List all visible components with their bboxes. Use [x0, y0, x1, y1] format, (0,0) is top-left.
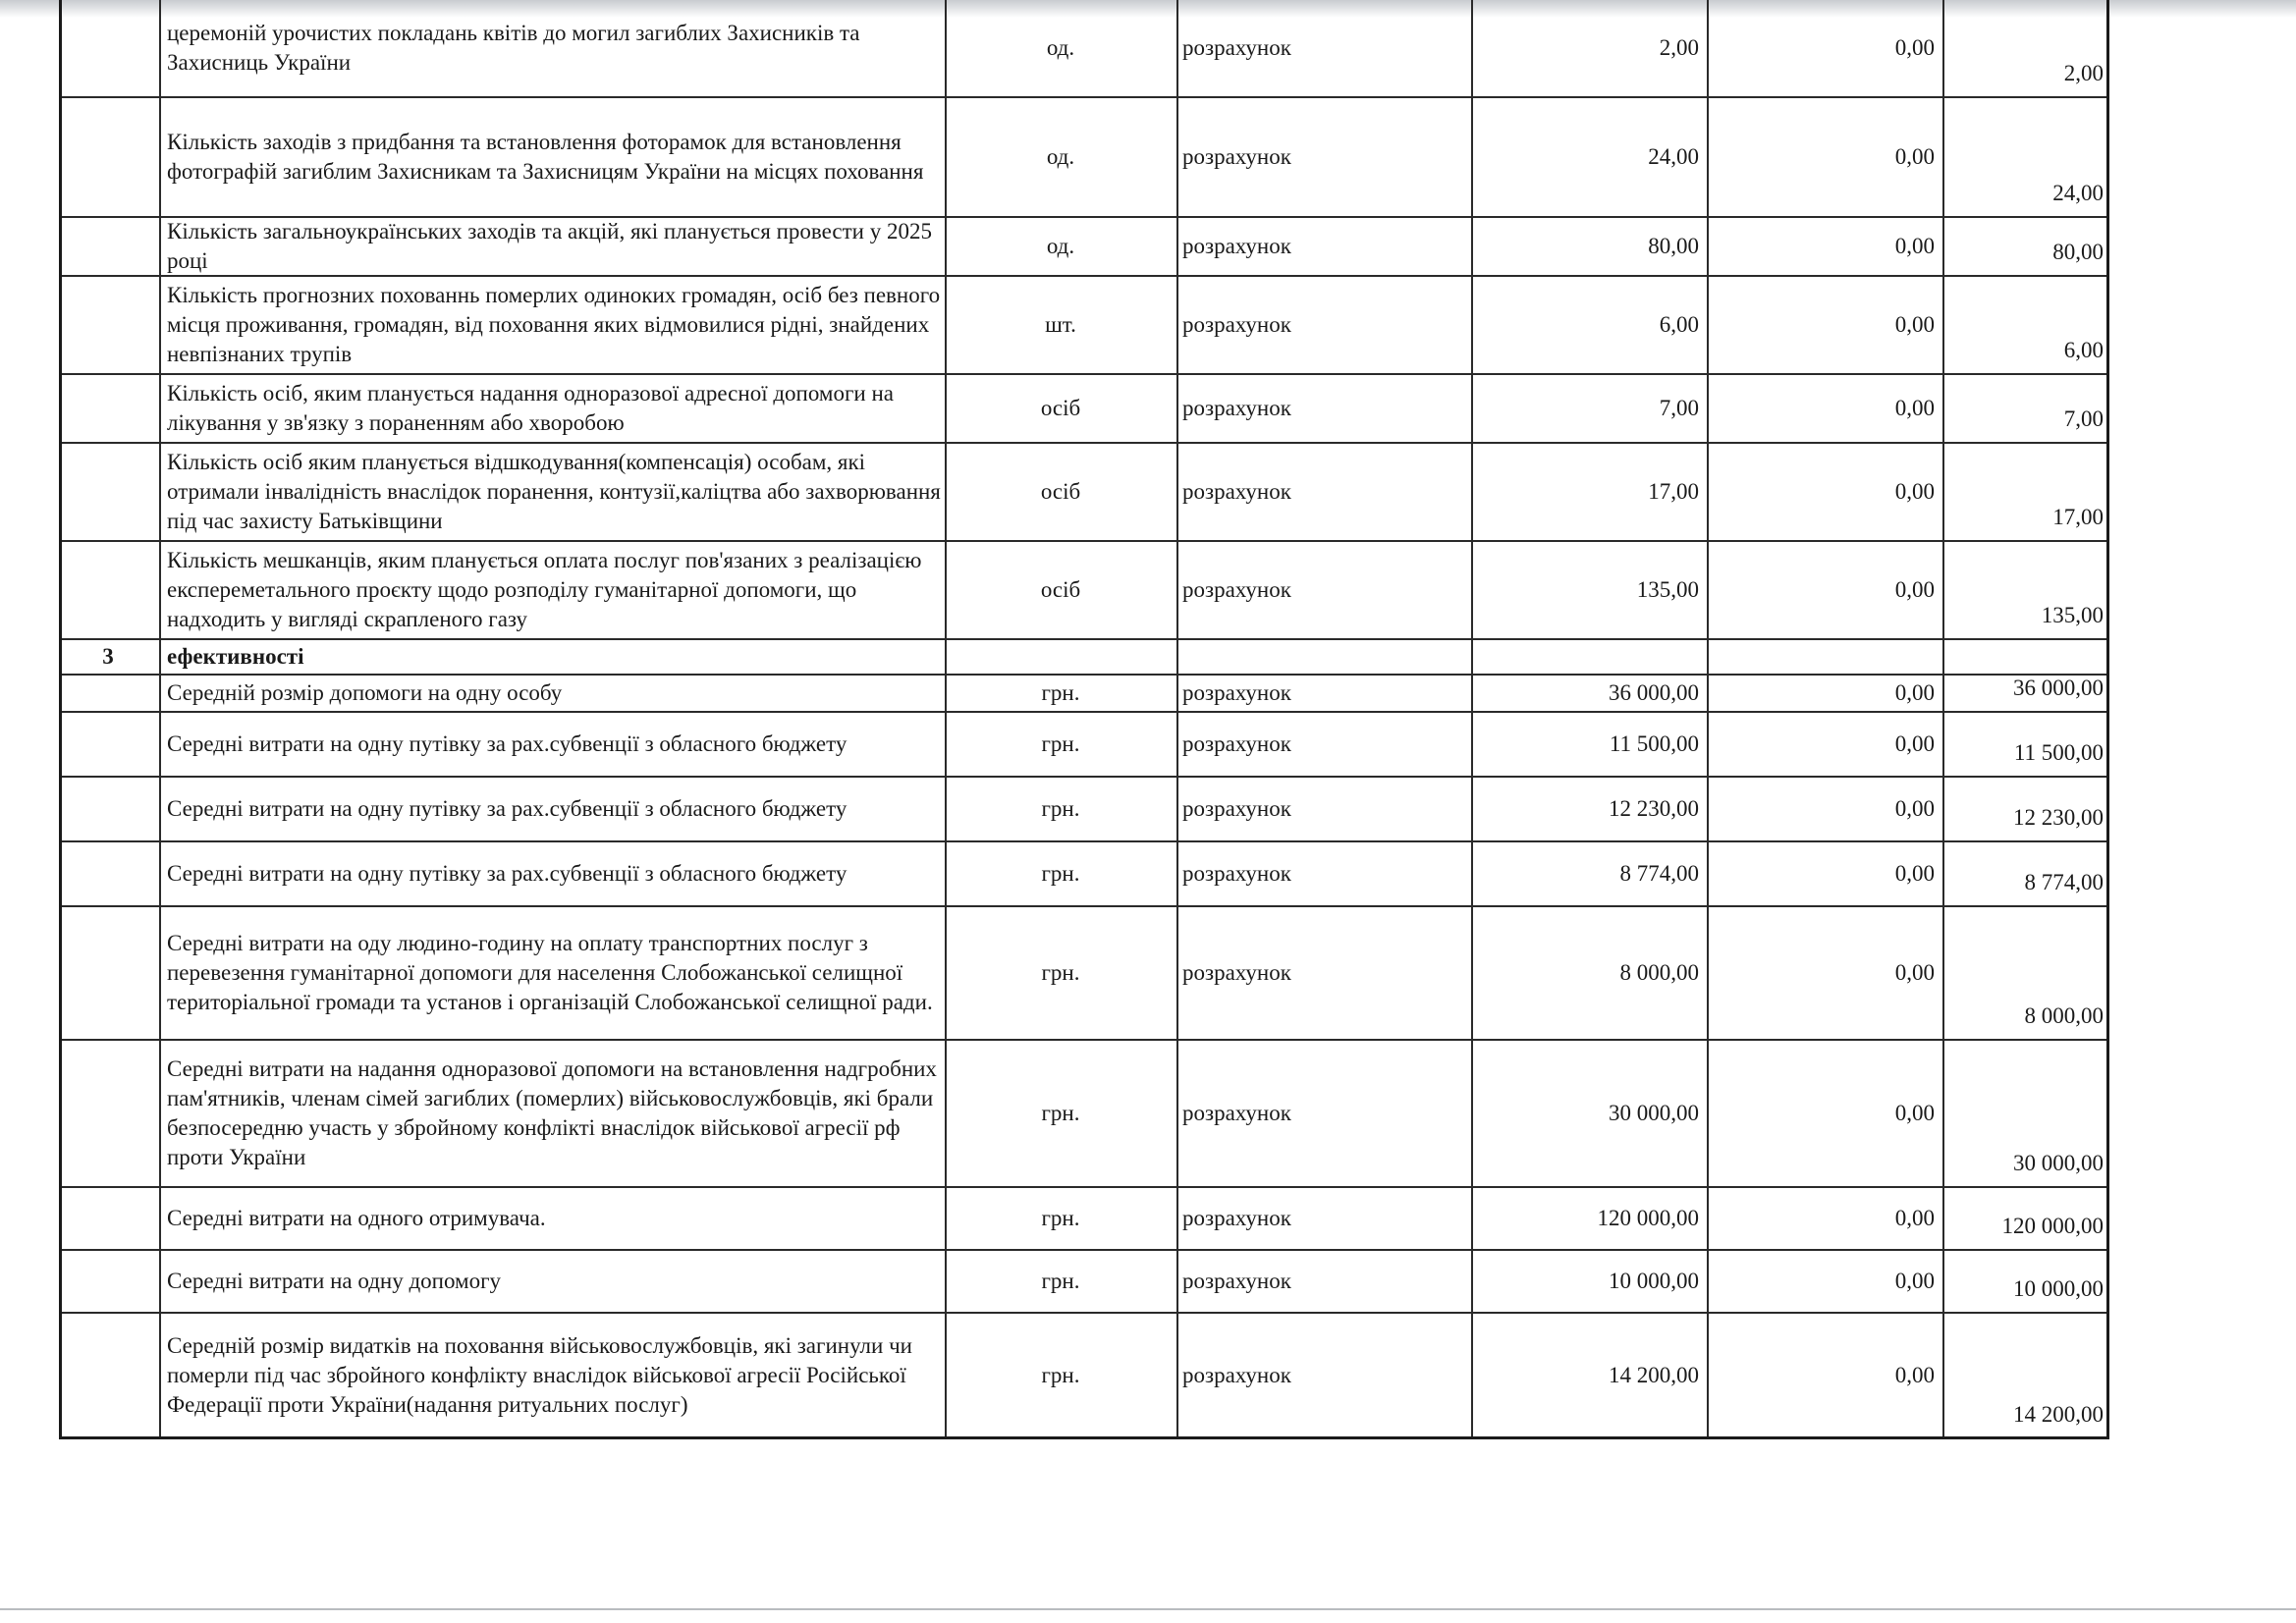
row-number [59, 713, 157, 776]
indicator-name: Кількість прогнозних похованнь померлих одиноких громадян, осіб без певного місця проживання, громадян, від поховання яких відмовилися рідні, знайдених невпізнаних трупів [167, 283, 941, 366]
table-row [59, 1314, 2109, 1439]
unit-cell: грн. [1041, 960, 1080, 985]
value-total: 7,00 [2063, 406, 2104, 431]
source-cell: розрахунок [1182, 960, 1291, 985]
value-general-fund: 6,00 [1659, 312, 1699, 337]
value-general-fund: 14 200,00 [1609, 1363, 1699, 1387]
row-number [59, 842, 157, 905]
value-special-fund: 0,00 [1894, 312, 1935, 337]
indicator-name: Середні витрати на одну путівку за рах.субвенції з обласного бюджету [167, 861, 847, 886]
value-special-fund: 0,00 [1894, 1363, 1935, 1387]
unit-cell: грн. [1041, 1206, 1080, 1230]
source-cell: розрахунок [1182, 479, 1291, 504]
row-number: 3 [102, 644, 114, 669]
row-number [59, 778, 157, 840]
row-number [59, 1314, 157, 1437]
source-cell: розрахунок [1182, 861, 1291, 886]
row-number [59, 444, 157, 540]
unit-cell: шт. [1045, 312, 1076, 337]
row-number [59, 1251, 157, 1312]
value-special-fund: 0,00 [1894, 577, 1935, 602]
row-number [59, 277, 157, 373]
value-special-fund: 0,00 [1894, 479, 1935, 504]
value-total: 8 000,00 [2024, 1003, 2104, 1028]
value-total: 11 500,00 [2013, 740, 2104, 765]
indicator-name: Середні витрати на одну путівку за рах.субвенції з обласного бюджету [167, 796, 847, 821]
source-cell: розрахунок [1182, 396, 1291, 420]
indicator-name: Кількість мешканців, яким планується оплата послуг пов'язаних з реалізацією експереметального проєкту щодо розподілу гуманітарної допомоги, що надходить у вигляді скрапленого газу [167, 548, 922, 631]
indicator-name: церемоній урочистих покладань квітів до могил загиблих Захисників та Захисниць України [167, 21, 860, 75]
indicator-name: Кількість заходів з придбання та встановлення фоторамок для встановлення фотографій загиблим Захисникам та Захисницям України на місцях поховання [167, 130, 924, 184]
value-general-fund: 120 000,00 [1597, 1206, 1699, 1230]
value-general-fund: 36 000,00 [1609, 680, 1699, 705]
unit-cell: грн. [1041, 1101, 1080, 1125]
source-cell: розрахунок [1182, 796, 1291, 821]
section-row [59, 640, 2109, 676]
value-total: 10 000,00 [2013, 1276, 2104, 1301]
column-divider [1707, 0, 1709, 1439]
source-cell: розрахунок [1182, 144, 1291, 169]
value-total: 135,00 [2041, 603, 2104, 627]
indicator-name: Середні витрати на надання одноразової допомоги на встановлення надгробних пам'ятників, членам сімей загиблих (померлих) військовослужбовців, які брали безпосередню участь у збройному конфлікті внаслідок військової агресії рф проти України [167, 1056, 937, 1169]
value-total: 8 774,00 [2024, 870, 2104, 894]
indicator-name: Середні витрати на одну допомогу [167, 1269, 502, 1293]
unit-cell: грн. [1041, 731, 1080, 756]
value-special-fund: 0,00 [1894, 35, 1935, 60]
column-divider [945, 0, 947, 1439]
value-special-fund: 0,00 [1894, 960, 1935, 985]
unit-cell: грн. [1041, 796, 1080, 821]
unit-cell: осіб [1040, 577, 1081, 602]
value-general-fund: 12 230,00 [1609, 796, 1699, 821]
row-number [59, 1041, 157, 1186]
value-general-fund: 10 000,00 [1609, 1269, 1699, 1293]
value-general-fund: 11 500,00 [1609, 731, 1699, 756]
value-total: 14 200,00 [2013, 1402, 2104, 1427]
source-cell [1178, 640, 1473, 674]
column-divider [1176, 0, 1178, 1439]
value-total: 24,00 [2052, 181, 2104, 205]
table-row [59, 0, 2109, 98]
row-number [59, 375, 157, 442]
unit-cell: од. [1046, 35, 1075, 60]
unit-cell: осіб [1040, 396, 1081, 420]
row-number [59, 542, 157, 638]
value-general-fund: 135,00 [1636, 577, 1699, 602]
value-total: 6,00 [2063, 338, 2104, 362]
source-cell: розрахунок [1182, 680, 1291, 705]
value-total: 120 000,00 [2001, 1214, 2104, 1238]
value-general-fund: 7,00 [1659, 396, 1699, 420]
value-special-fund: 0,00 [1894, 1269, 1935, 1293]
indicator-name: Середній розмір допомоги на одну особу [167, 680, 563, 705]
value-general-fund: 8 000,00 [1619, 960, 1699, 985]
value-special-fund [1709, 640, 1944, 674]
value-special-fund: 0,00 [1894, 796, 1935, 821]
table-row [59, 277, 2109, 375]
source-cell: розрахунок [1182, 234, 1291, 258]
indicator-name: Середні витрати на одного отримувача. [167, 1206, 546, 1230]
unit-cell: грн. [1041, 1269, 1080, 1293]
row-number [59, 676, 157, 711]
indicator-name: Кількість загальноукраїнських заходів та акцій, які планується провести у 2025 році [167, 219, 932, 273]
table-row [59, 218, 2109, 277]
table-row [59, 375, 2109, 444]
value-special-fund: 0,00 [1894, 234, 1935, 258]
table-row [59, 98, 2109, 218]
indicator-name: Середній розмір видатків на поховання військовослужбовців, які загинули чи померли під час збройного конфлікту внаслідок військової агресії Російської Федерації проти України(надання ритуальних послуг) [167, 1333, 912, 1417]
source-cell: розрахунок [1182, 1363, 1291, 1387]
value-general-fund: 2,00 [1659, 35, 1699, 60]
row-number [59, 1188, 157, 1249]
unit-cell: грн. [1041, 680, 1080, 705]
indicator-name: Середні витрати на оду людино-годину на оплату транспортних послуг з перевезення гуманітарної допомоги для населення Слобожанської селищної територіальної громади та установ і організацій Слобожанської селищної ради. [167, 931, 933, 1014]
table-row [59, 676, 2109, 713]
value-special-fund: 0,00 [1894, 144, 1935, 169]
table-row [59, 444, 2109, 542]
source-cell: розрахунок [1182, 1101, 1291, 1125]
value-special-fund: 0,00 [1894, 396, 1935, 420]
value-total: 36 000,00 [2013, 676, 2104, 700]
unit-cell: грн. [1041, 861, 1080, 886]
row-number [59, 907, 157, 1039]
unit-cell: од. [1046, 234, 1075, 258]
source-cell: розрахунок [1182, 312, 1291, 337]
value-special-fund: 0,00 [1894, 1206, 1935, 1230]
column-divider [159, 0, 161, 1439]
table-row [59, 713, 2109, 778]
value-total [1944, 640, 2109, 674]
value-special-fund: 0,00 [1894, 1101, 1935, 1125]
table-row [59, 1041, 2109, 1188]
value-general-fund: 8 774,00 [1619, 861, 1699, 886]
row-number [59, 98, 157, 216]
source-cell: розрахунок [1182, 35, 1291, 60]
indicators-table [59, 0, 2109, 1439]
unit-cell: од. [1046, 144, 1075, 169]
indicator-name: Кількість осіб яким планується відшкодування(компенсація) особам, які отримали інвалідність внаслідок поранення, контузії,каліцтва або захворювання під час захисту Батьківщини [167, 450, 941, 533]
value-special-fund: 0,00 [1894, 861, 1935, 886]
scan-bottom-edge [0, 1608, 2296, 1610]
unit-cell: грн. [1041, 1363, 1080, 1387]
value-total: 12 230,00 [2013, 805, 2104, 830]
section-title: ефективності [167, 644, 304, 669]
value-special-fund: 0,00 [1894, 680, 1935, 705]
table-row [59, 1188, 2109, 1251]
unit-cell [948, 640, 1174, 674]
source-cell: розрахунок [1182, 1269, 1291, 1293]
value-total: 30 000,00 [2013, 1151, 2104, 1175]
indicator-name: Кількість осіб, яким планується надання одноразової адресної допомоги на лікування у зв'язку з пораненням або хворобою [167, 381, 894, 435]
value-general-fund: 80,00 [1648, 234, 1699, 258]
value-total: 80,00 [2052, 240, 2104, 264]
value-special-fund: 0,00 [1894, 731, 1935, 756]
value-total: 17,00 [2052, 505, 2104, 529]
table-row [59, 542, 2109, 640]
row-number [59, 0, 157, 96]
table-row [59, 1251, 2109, 1314]
unit-cell: осіб [1040, 479, 1081, 504]
indicator-name: Середні витрати на одну путівку за рах.субвенції з обласного бюджету [167, 731, 847, 756]
table-row [59, 778, 2109, 842]
source-cell: розрахунок [1182, 577, 1291, 602]
value-general-fund: 24,00 [1648, 144, 1699, 169]
table-row [59, 842, 2109, 907]
value-general-fund: 30 000,00 [1609, 1101, 1699, 1125]
column-divider [1471, 0, 1473, 1439]
value-general-fund: 17,00 [1648, 479, 1699, 504]
column-divider [1942, 0, 1944, 1439]
value-total: 2,00 [2063, 61, 2104, 85]
value-general-fund [1473, 640, 1709, 674]
row-number [59, 218, 157, 275]
source-cell: розрахунок [1182, 731, 1291, 756]
table-row [59, 907, 2109, 1041]
source-cell: розрахунок [1182, 1206, 1291, 1230]
